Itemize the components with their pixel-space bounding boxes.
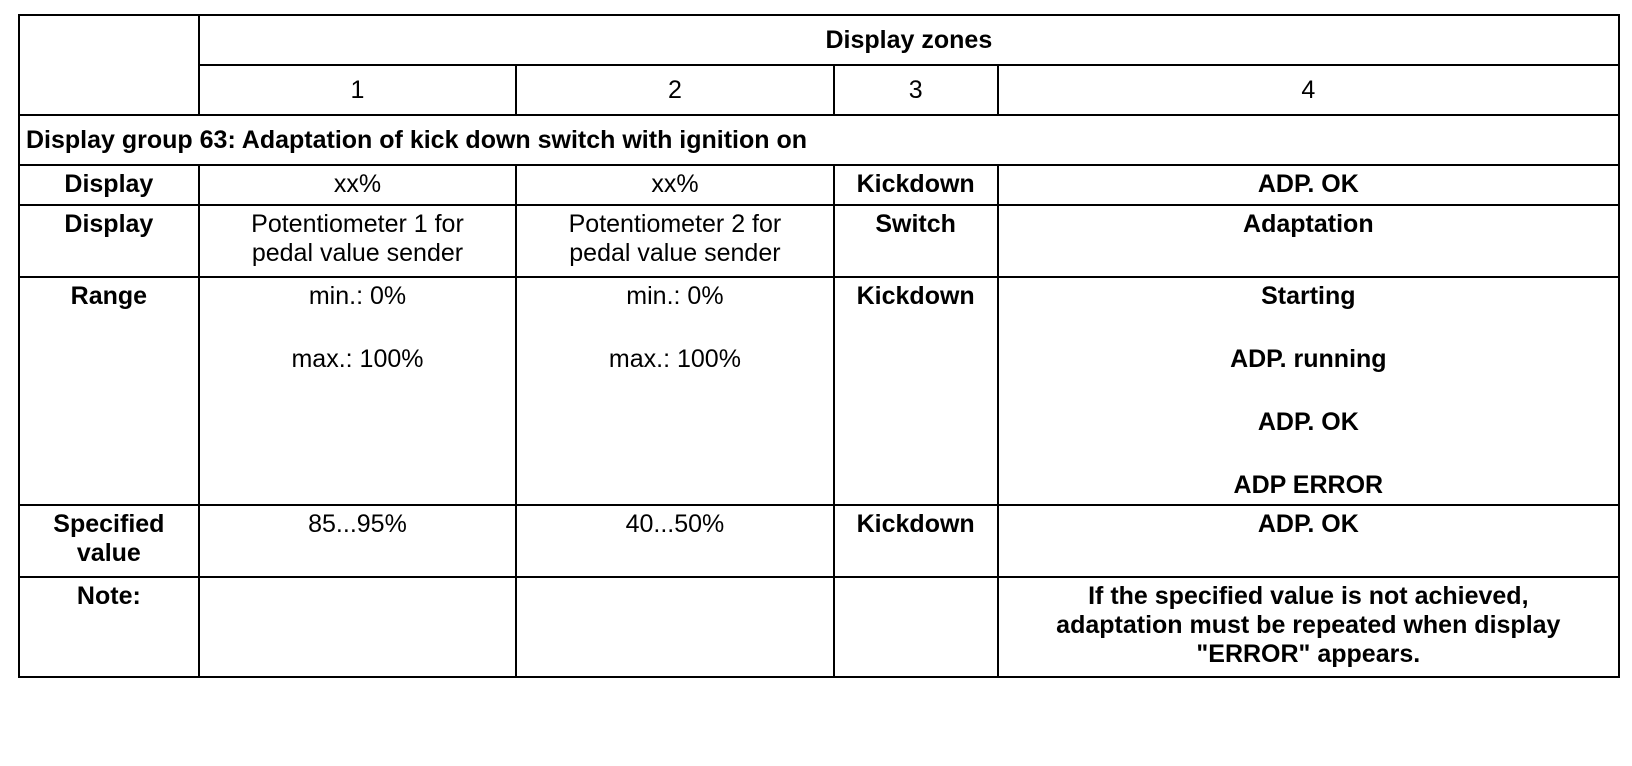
zone-2-range (516, 277, 833, 505)
zone-2-description (516, 205, 833, 277)
row-label: Display (19, 165, 199, 205)
zone-2-note (516, 577, 833, 677)
table-row (19, 577, 1619, 677)
row-label-line: value (76, 539, 141, 567)
description-line: Potentiometer 1 for (251, 210, 464, 238)
zone-3-range: Kickdown (834, 277, 998, 505)
display-zones-heading: Display zones (199, 15, 1619, 65)
zone-2-value: xx% (516, 165, 833, 205)
range-min: min.: 0% (626, 282, 724, 310)
display-group-title: Display group 63: Adaptation of kick down switch with ignition on (19, 115, 1619, 165)
zone-4-specified: ADP. OK (998, 505, 1619, 577)
display-group-table (18, 14, 1620, 678)
zone-1-note (199, 577, 516, 677)
header-row-title (19, 15, 1619, 65)
document-page (18, 14, 1620, 678)
note-line: If the specified value is not achieved, (1088, 582, 1529, 610)
zone-2-header: 2 (516, 65, 833, 115)
display-group-row (19, 115, 1619, 165)
zone-4-value: ADP. OK (998, 165, 1619, 205)
zone-1-value: xx% (199, 165, 516, 205)
range-max: max.: 100% (291, 345, 424, 373)
zone-4-description: Adaptation (998, 205, 1619, 277)
row-label (19, 505, 199, 577)
range-max: max.: 100% (608, 345, 741, 373)
row-label-line: Specified (53, 510, 165, 538)
table-row (19, 277, 1619, 505)
zone-1-range (199, 277, 516, 505)
description-line: pedal value sender (251, 239, 464, 267)
table-row (19, 505, 1619, 577)
row-label: Note: (19, 577, 199, 677)
range-state: ADP. OK (1257, 408, 1359, 436)
table-row (19, 205, 1619, 277)
range-state: ADP. running (1230, 345, 1387, 373)
row-label: Range (19, 277, 199, 505)
range-state: Starting (1261, 282, 1356, 310)
description-line: Potentiometer 2 for (568, 210, 782, 238)
zone-2-specified: 40...50% (516, 505, 833, 577)
range-min: min.: 0% (308, 282, 407, 310)
zone-3-value: Kickdown (834, 165, 998, 205)
zone-3-note (834, 577, 998, 677)
zone-3-description: Switch (834, 205, 998, 277)
row-label: Display (19, 205, 199, 277)
zone-3-header: 3 (834, 65, 998, 115)
note-line: adaptation must be repeated when display (1056, 611, 1561, 639)
description-line: pedal value sender (569, 239, 781, 267)
range-state: ADP ERROR (1233, 471, 1384, 499)
header-row-zones (19, 65, 1619, 115)
zone-4-range (998, 277, 1619, 505)
zone-1-header: 1 (199, 65, 516, 115)
zone-1-description (199, 205, 516, 277)
zone-3-specified: Kickdown (834, 505, 998, 577)
zone-4-note (998, 577, 1619, 677)
zone-4-header: 4 (998, 65, 1619, 115)
table-row (19, 165, 1619, 205)
header-corner-cell (19, 15, 199, 115)
zone-1-specified: 85...95% (199, 505, 516, 577)
note-line: "ERROR" appears. (1196, 640, 1421, 668)
